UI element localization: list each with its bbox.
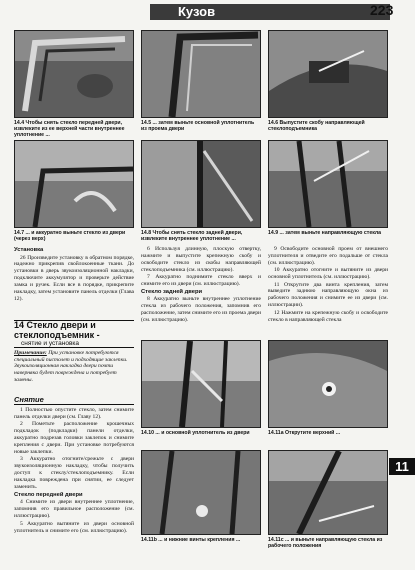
paragraph-9: 9 Освободите основной проем от внешнего уплотнителя и отведите его подальше от стекла (см. иллюстрацию). (268, 246, 388, 266)
photo-14-11b (141, 450, 261, 535)
chapter-tab: 11 (389, 458, 415, 475)
caption-14-6: 14.6 Выпустите скобу направляющей стеклоподъемника (268, 120, 365, 132)
paragraph-5: 5 Аккуратно вытяните из двери основной уплотнитель и снимите его (см. иллюстрацию). (14, 520, 134, 534)
photo-14-5 (141, 30, 261, 118)
paragraph-12: 12 Нажмите на крепежную скобу и освободите стекло в направляющей стекла (268, 309, 388, 323)
photo-14-11c (268, 450, 388, 535)
install-heading: Установка (14, 247, 44, 253)
section-14-subtitle: снятие и установка (21, 340, 80, 347)
column-1-text (14, 246, 134, 303)
photo-14-10 (141, 340, 261, 428)
photo-14-4 (14, 30, 134, 118)
caption-14-8: 14.8 Чтобы снять стекло задней двери, извлеките внутреннее уплотнение ... (141, 230, 243, 242)
column-2-text (141, 246, 261, 325)
caption-14-5: 14.5 ... затем выньте основной уплотнитель из проема двери (141, 120, 255, 132)
paragraph-4: 4 Снимите из двери внутреннее уплотнение, запомнив его правильное расположение (см. иллюстрацию). (14, 499, 134, 520)
paragraph-26: 26 Произведите установку в обратном порядке, надежно прикрепив свойлокоенные ткани. До установки в дверь звукоизоляционной накладки, подключите аккумулятор и проверьте действие замка и ручек. Если все в порядке, прикрепите накладку, затем установите панель отделки (Глава 12). (14, 254, 134, 302)
caption-14-9: 14.9 ... затем выньте направляющую стекла (268, 230, 382, 236)
page-header (0, 0, 415, 26)
paragraph-10: 10 Аккуратно отогните и вытяните из двери основной уплотнитель (см. иллюстрацию). (268, 267, 388, 281)
section-14-heading (14, 320, 134, 348)
removal-rule (14, 404, 134, 405)
photo-14-9 (268, 140, 388, 228)
note-label: Примечание: (14, 350, 47, 356)
paragraph-8: 8 Аккуратно выньте внутреннее уплотнение стекла из рабочего положения, запомнив его расположение, затем снимите его из проема двери (см. иллюстрацию). (141, 296, 261, 324)
paragraph-7: 7 Аккуратно поднимите стекло вверх и снимите его из двери (см. иллюстрацию). (141, 274, 261, 288)
photo-14-6 (268, 30, 388, 118)
paragraph-6: 6 Используя длинную, плоскую отвертку, нажмите и выпустите крепежную скобу и освободите стекло из скобы направляющей стеклоподъемника (см. иллюстрацию). (141, 246, 261, 273)
photo-14-8 (141, 140, 261, 228)
note-text: При установке потребуются специальный пистолет и подходящие заклепки. Звукоизоляционная накладка двери почти наверняка будет повреждена и потребует замены. (14, 350, 128, 383)
front-door-subheading: Стекло передней двери (14, 491, 83, 498)
removal-text (14, 407, 134, 535)
paragraph-3: 3 Аккуратно отогните/срежьте с двери звукоизоляционную накладку, чтобы получить доступ к стеклу/стеклоподъемнику. Если накладка повреждена при снятии, ее следует заменить. (14, 456, 134, 490)
photo-14-11a (268, 340, 388, 428)
removal-heading: Снятие (14, 395, 44, 404)
note-block (14, 350, 134, 384)
section-14-title: 14 Стекло двери и стеклоподъемник - (14, 320, 100, 340)
section-title: Кузов (178, 4, 216, 19)
caption-14-11c: 14.11c ... и выньте направляющую стекла из рабочего положения (268, 537, 383, 549)
paragraph-2: 2 Пометьте расположение крошечных подкладок (подкладки) панели отделки, аккуратно подрезав головки заклепок и снимите крепления с двери. При установке потребуются новые заклепки. (14, 421, 134, 455)
caption-14-10: 14.10 ... и основной уплотнитель из двери (141, 430, 250, 436)
caption-14-7: 14.7 ... и аккуратно выньте стекло из двери (через верх) (14, 230, 126, 242)
paragraph-11: 11 Открутите два винта крепления, затем выведите заднюю направляющую окна из рабочего положения и снимите ее из двери (см. иллюстрации). (268, 281, 388, 309)
paragraph-1: 1 Полностью опустите стекло, затем снимите панель отделки двери (см. Главу 12). (14, 407, 134, 420)
rear-door-subheading: Стекло задней двери (141, 288, 203, 295)
caption-14-11b: 14.11b ... и нижние винты крепления ... (141, 537, 241, 543)
caption-14-4: 14.4 Чтобы снять стекло передней двери, извлеките из ее верхней части внутреннее уплотнение ... (14, 120, 125, 138)
caption-14-11a: 14.11a Открутите верхний ... (268, 430, 341, 436)
photo-14-7 (14, 140, 134, 228)
column-3-text (268, 246, 388, 324)
page-number: 223 (370, 2, 394, 18)
